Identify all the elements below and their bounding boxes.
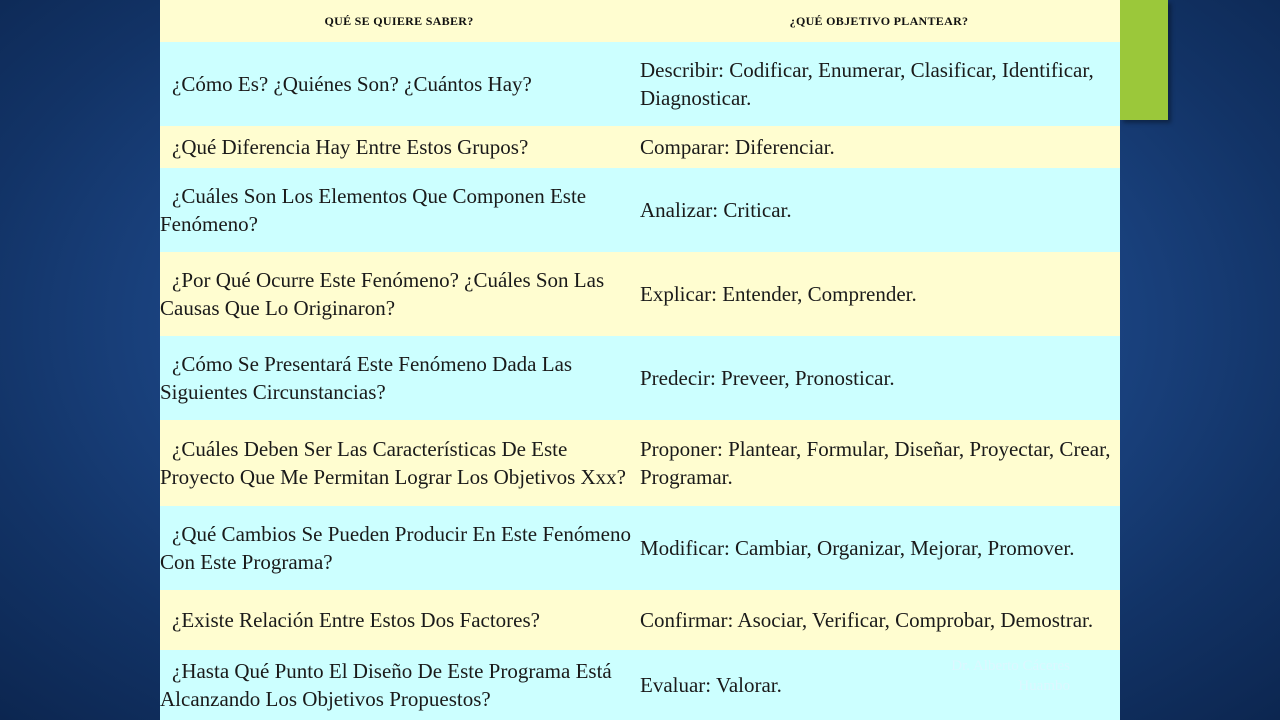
objective-cell: Proponer: Plantear, Formular, Diseñar, Proyectar, Crear, Programar. xyxy=(638,420,1120,506)
question-cell: ¿Cómo Se Presentará Este Fenómeno Dada Las Siguientes Circunstancias? xyxy=(160,336,638,420)
question-cell: ¿Cuáles Deben Ser Las Características De Este Proyecto Que Me Permitan Lograr Los Objetivos Xxx? xyxy=(160,420,638,506)
table-row xyxy=(160,590,1120,650)
header-objective: ¿QUÉ OBJETIVO PLANTEAR? xyxy=(638,0,1120,42)
objective-cell: Describir: Codificar, Enumerar, Clasificar, Identificar, Diagnosticar. xyxy=(638,42,1120,126)
objective-cell: Modificar: Cambiar, Organizar, Mejorar, Promover. xyxy=(638,506,1120,590)
question-cell: ¿Qué Cambios Se Pueden Producir En Este Fenómeno Con Este Programa? xyxy=(160,506,638,590)
objective-cell: Comparar: Diferenciar. xyxy=(638,126,1120,168)
objective-cell: Confirmar: Asociar, Verificar, Comprobar, Demostrar. xyxy=(638,590,1120,650)
author-name: Dr. Alberto Cáceres xyxy=(951,658,1070,674)
question-cell: ¿Cuáles Son Los Elementos Que Componen Este Fenómeno? xyxy=(160,168,638,252)
green-accent-bar xyxy=(1120,0,1168,120)
objective-cell: Explicar: Entender, Comprender. xyxy=(638,252,1120,336)
question-cell: ¿Qué Diferencia Hay Entre Estos Grupos? xyxy=(160,126,638,168)
table-row xyxy=(160,420,1120,506)
question-cell: ¿Existe Relación Entre Estos Dos Factores? xyxy=(160,590,638,650)
table-row xyxy=(160,336,1120,420)
question-cell: ¿Hasta Qué Punto El Diseño De Este Programa Está Alcanzando Los Objetivos Propuestos? xyxy=(160,650,638,720)
table-row xyxy=(160,506,1120,590)
header-what-to-know: QUÉ SE QUIERE SABER? xyxy=(160,0,638,42)
table-row xyxy=(160,168,1120,252)
research-objectives-table xyxy=(160,0,1120,720)
table-header-row xyxy=(160,0,1120,42)
table-row xyxy=(160,42,1120,126)
objective-cell: Evaluar: Valorar. xyxy=(638,650,1120,720)
question-cell: ¿Por Qué Ocurre Este Fenómeno? ¿Cuáles Son Las Causas Que Lo Originaron? xyxy=(160,252,638,336)
research-objectives-table-container xyxy=(160,0,1120,720)
author-surname: Huambo xyxy=(1018,678,1070,694)
objective-cell: Analizar: Criticar. xyxy=(638,168,1120,252)
question-cell: ¿Cómo Es? ¿Quiénes Son? ¿Cuántos Hay? xyxy=(160,42,638,126)
table-row xyxy=(160,252,1120,336)
objective-cell: Predecir: Preveer, Pronosticar. xyxy=(638,336,1120,420)
table-row xyxy=(160,126,1120,168)
author-credit xyxy=(900,656,1070,696)
